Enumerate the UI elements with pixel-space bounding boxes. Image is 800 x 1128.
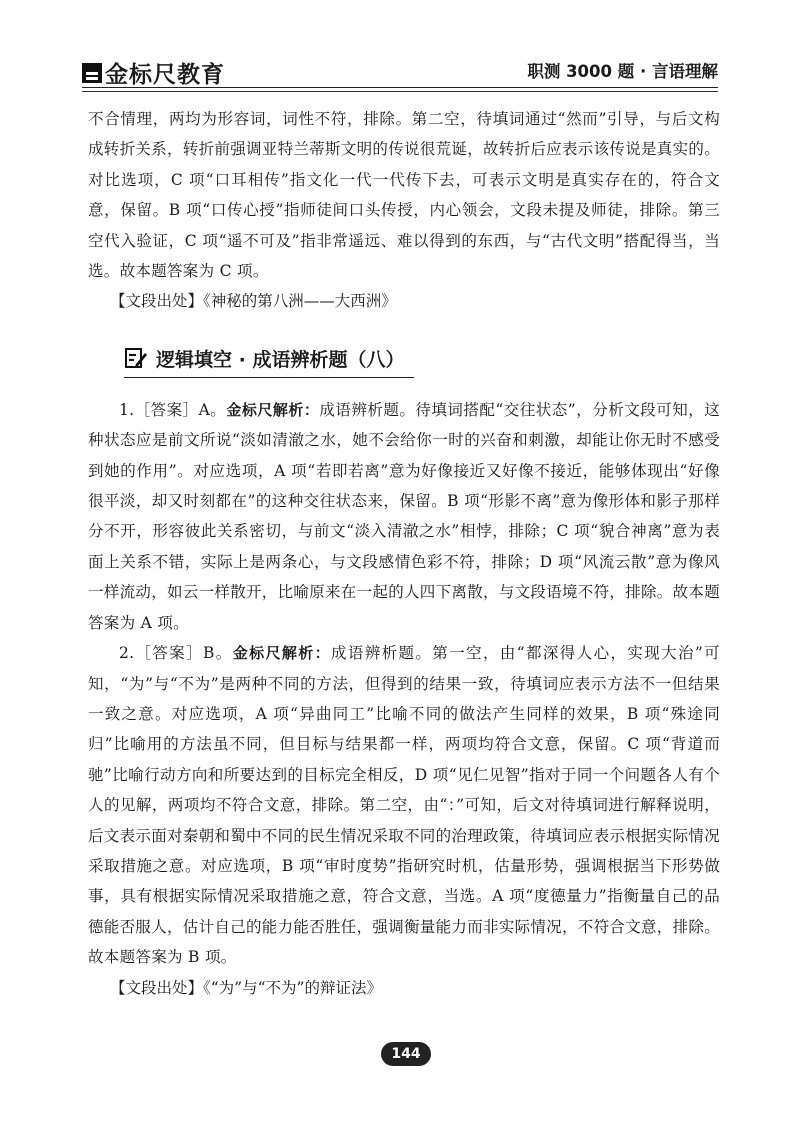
header-divider-thin [82, 91, 718, 92]
item-number: 1.［答案］ [119, 400, 199, 419]
intro-source: 【文段出处】《神秘的第八洲——大西洲》 [110, 292, 397, 311]
publisher-logo [82, 56, 225, 89]
section-heading [88, 317, 720, 395]
edit-note-icon [124, 346, 148, 370]
answer-item-1 [88, 395, 720, 638]
item-answer: A。 [198, 400, 227, 419]
logo-icon [82, 63, 102, 83]
item-source: 【文段出处】《“为”与“不为”的辩证法》 [110, 978, 382, 997]
analysis-label: 金标尺解析： [226, 400, 320, 419]
section-underline [124, 377, 414, 378]
item-analysis: 成语辨析题。待填词搭配“交往状态”，分析文段可知，这种状态应是前文所说“淡如清澈之水，她不会给你一时的兴奋和刺激，却能让你无时不感受到她的作用”。对应选项，A 项“若即若离”意为好像接近又好像不接近，能够体现出“好像很平淡，却又时刻都在”的这种交往状态来，保留。B 项“形影不离”意为像形体和影子那样分不开，形容彼此关系密切，与前文“淡入清澈之水”相悖，排除；C 项“貌合神离”意为表面上关系不错，实际上是两条心，与文段感情色彩不符，排除；D 项“风流云散”意为像风一样流动，如云一样散开，比喻原来在一起的人四下离散，与文段语境不符，排除。故本题答案为 A 项。 [88, 400, 721, 632]
item-analysis: 成语辨析题。第一空，由“都深得人心，实现大治”可知，“为”与“不为”是两种不同的方法，但得到的结果一致，待填词应表示方法不一但结果一致之意。对应选项，A 项“异曲同工”比喻不同的做法产生同样的效果，B 项“殊途同归”比喻用的方法虽不同，但目标与结果都一样，两项均符合文意，保留。C 项“背道而驰”比喻行动方向和所要达到的目标完全相反，D 项“见仁见智”指对于同一个问题各人有个人的见解，两项均不符合文意，排除。第二空，由“：”可知，后文对待填词进行解释说明，后文表示面对秦朝和蜀中不同的民生情况采取不同的治理政策，待填词应表示根据实际情况采取措施之意。对应选项，B 项“审时度势”指研究时机，估量形势，强调根据当下形势做事，具有根据实际情况采取措施之意，符合文意，当选。A 项“度德量力”指衡量自己的品德能否服人，估计自己的能力能否胜任，强调衡量能力而非实际情况，不符合文意，排除。故本题答案为 B 项。 [88, 644, 721, 967]
page-content [88, 104, 720, 1003]
intro-paragraph: 不合情理，两均为形容词，词性不符，排除。第二空，待填词通过“然而”引导，与后文构成转折关系，转折前强调亚特兰蒂斯文明的传说很荒诞，故转折后应表示该传说是真实的。对比选项，C 项“口耳相传”指文化一代一代传下去，可表示文明是真实存在的，符合文意，保留。B 项“口传心授”指师徒间口头传授，内心领会，文段未提及师徒，排除。第三空代入验证，C 项“遥不可及”指非常遥远、难以得到的东西，与“古代文明”搭配得当，当选。故本题答案为 C 项。 [88, 110, 721, 281]
item-answer: B。 [203, 644, 233, 663]
book-title: 职测 3000 题 · 言语理解 [527, 62, 718, 81]
page-number: 144 [381, 1042, 431, 1066]
header-divider [82, 87, 718, 88]
section-title: 逻辑填空 · 成语辨析题（八） [156, 348, 405, 371]
analysis-label: 金标尺解析： [232, 644, 331, 663]
page-header [82, 48, 718, 88]
answer-item-2 [88, 638, 720, 972]
item-number: 2.［答案］ [119, 644, 204, 663]
logo-text: 金标尺教育 [105, 62, 225, 88]
